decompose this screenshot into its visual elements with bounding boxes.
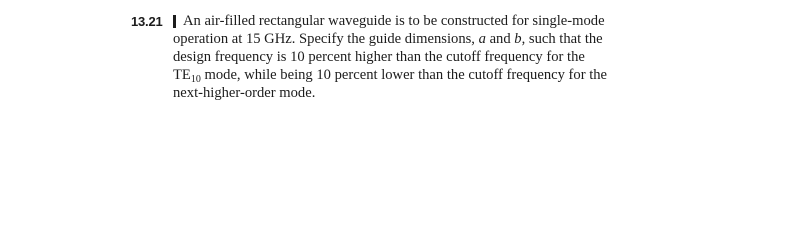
margin-marker: [173, 15, 176, 28]
mode-te: TE: [173, 67, 191, 83]
statement-line-4-text: mode, while being 10 percent lower than the cutoff frequency for the: [204, 67, 608, 83]
statement-line-3: design frequency is 10 percent higher than the cutoff frequency for the: [173, 49, 585, 65]
statement-line-4: [173, 66, 800, 84]
mode-subscript: 10: [190, 74, 201, 85]
dimension-a: a: [478, 31, 486, 47]
statement-line-5: next-higher-order mode.: [173, 85, 316, 101]
problem-number: 13.21: [131, 14, 163, 29]
statement-line-2-end: , such that the: [521, 31, 603, 47]
problem-statement: [173, 12, 800, 102]
conjunction-and: and: [489, 31, 511, 47]
statement-line-1: An air-filled rectangular waveguide is to be constructed for single-mode: [183, 13, 605, 29]
dimension-b: b: [514, 31, 522, 47]
statement-line-2: [173, 30, 800, 48]
statement-line-2-text: operation at 15 GHz. Specify the guide dimensions,: [173, 31, 475, 47]
